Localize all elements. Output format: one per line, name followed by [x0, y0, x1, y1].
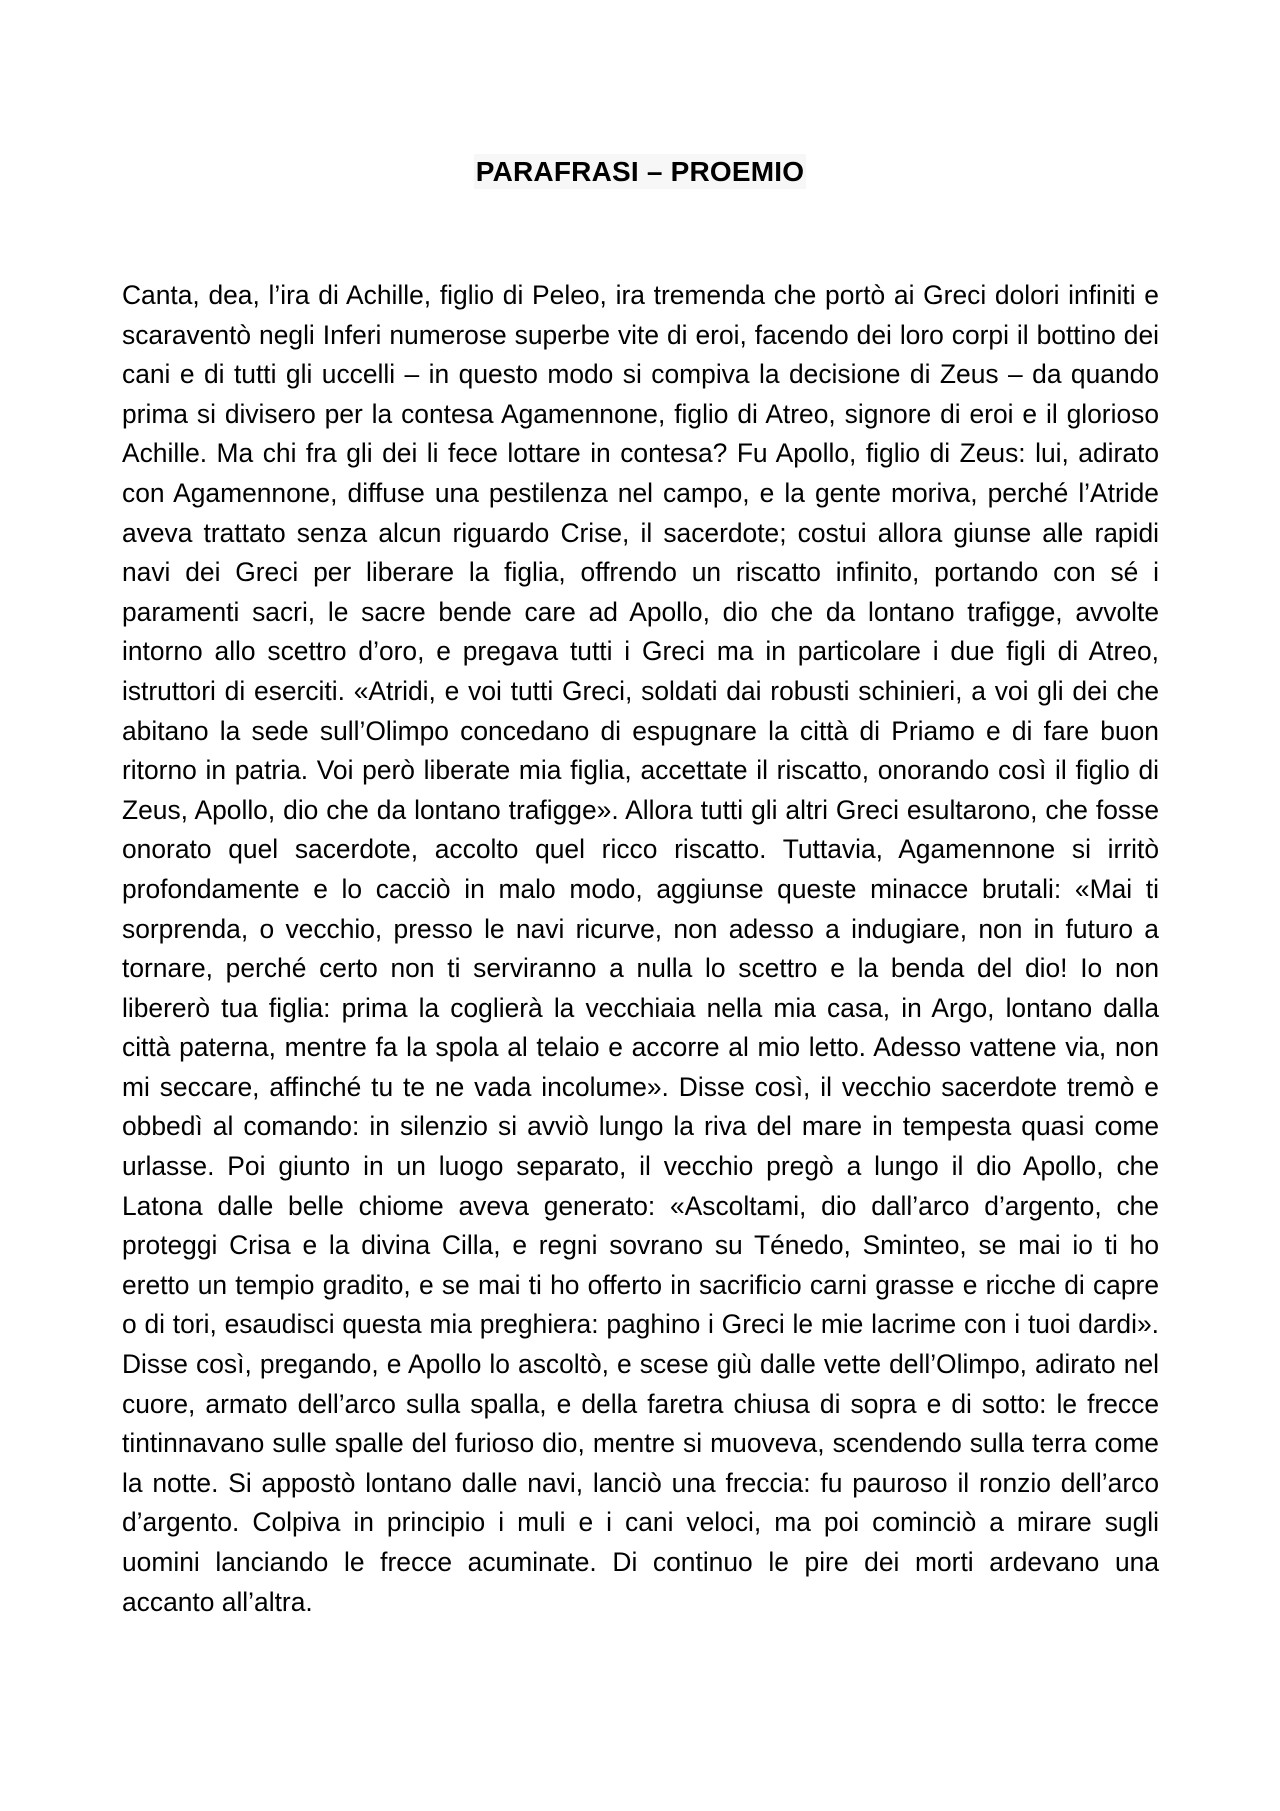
- document-title: [0, 156, 1280, 188]
- document-title-text: PARAFRASI – PROEMIO: [475, 156, 805, 187]
- paraphrase-paragraph: Canta, dea, l’ira di Achille, figlio di Peleo, ira tremenda che portò ai Greci dolori infiniti e scaraventò negli Inferi numerose superbe vite di eroi, facendo dei loro corpi il bottino dei cani e di tutti gli uccelli – in questo modo si compiva la decisione di Zeus – da quando prima si divisero per la contesa Agamennone, figlio di Atreo, signore di eroi e il glorioso Achille. Ma chi fra gli dei li fece lottare in contesa? Fu Apollo, figlio di Zeus: lui, adirato con Agamennone, diffuse una pestilenza nel campo, e la gente moriva, perché l’Atride aveva trattato senza alcun riguardo Crise, il sacerdote; costui allora giunse alle rapidi navi dei Greci per liberare la figlia, offrendo un riscatto infinito, portando con sé i paramenti sacri, le sacre bende care ad Apollo, dio che da lontano trafigge, avvolte intorno allo scettro d’oro, e pregava tutti i Greci ma in particolare i due figli di Atreo, istruttori di eserciti. «Atridi, e voi tutti Greci, soldati dai robusti schinieri, a voi gli dei che abitano la sede sull’Olimpo concedano di espugnare la città di Priamo e di fare buon ritorno in patria. Voi però liberate mia figlia, accettate il riscatto, onorando così il figlio di Zeus, Apollo, dio che da lontano trafigge». Allora tutti gli altri Greci esultarono, che fosse onorato quel sacerdote, accolto quel ricco riscatto. Tuttavia, Agamennone si irritò profondamente e lo cacciò in malo modo, aggiunse queste minacce brutali: «Mai ti sorprenda, o vecchio, presso le navi ricurve, non adesso a indugiare, non in futuro a tornare, perché certo non ti serviranno a nulla lo scettro e la benda del dio! Io non libererò tua figlia: prima la coglierà la vecchiaia nella mia casa, in Argo, lontano dalla città paterna, mentre fa la spola al telaio e accorre al mio letto. Adesso vattene via, non mi seccare, affinché tu te ne vada incolume». Disse così, il vecchio sacerdote tremò e obbedì al comando: in silenzio si avviò lungo la riva del mare in tempesta quasi come urlasse. Poi giunto in un luogo separato, il vecchio pregò a lungo il dio Apollo, che Latona dalle belle chiome aveva generato: «Ascoltami, dio dall’arco d’argento, che proteggi Crisa e la divina Cilla, e regni sovrano su Ténedo, Sminteo, se mai io ti ho eretto un tempio gradito, e se mai ti ho offerto in sacrificio carni grasse e ricche di capre o di tori, esaudisci questa mia preghiera: paghino i Greci le mie lacrime con i tuoi dardi». Disse così, pregando, e Apollo lo ascoltò, e scese giù dalle vette dell’Olimpo, adirato nel cuore, armato dell’arco sulla spalla, e della faretra chiusa di sopra e di sotto: le frecce tintinnavano sulle spalle del furioso dio, mentre si muoveva, scendendo sulla terra come la notte. Si appostò lontano dalle navi, lanciò una freccia: fu pauroso il ronzio dell’arco d’argento. Colpiva in principio i muli e i cani veloci, ma poi cominciò a mirare sugli uomini lanciando le frecce acuminate. Di continuo le pire dei morti ardevano una accanto all’altra.: [122, 280, 1159, 1617]
